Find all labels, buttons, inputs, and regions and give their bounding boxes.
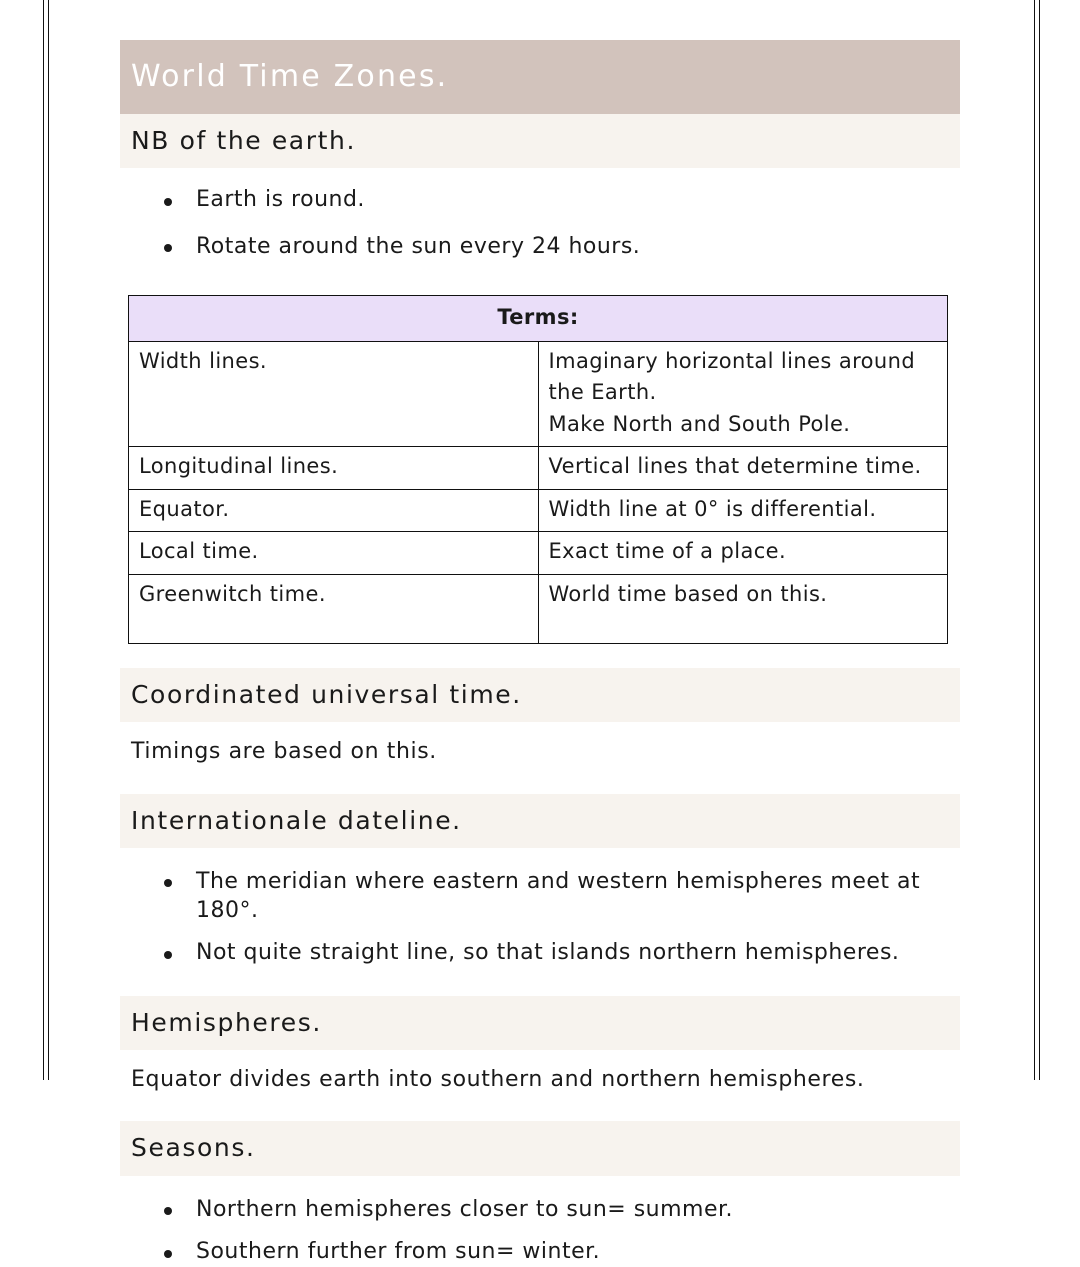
table-row bbox=[129, 574, 948, 643]
bullet-list-seasons bbox=[120, 1196, 960, 1267]
list-item bbox=[120, 186, 960, 215]
list-item-label: Southern further from sun= winter. bbox=[196, 1239, 601, 1265]
table-cell-definition bbox=[538, 489, 948, 532]
list-item bbox=[120, 1196, 960, 1225]
bullet-dot-icon bbox=[164, 879, 172, 887]
table-row bbox=[129, 447, 948, 490]
bullet-dot-icon bbox=[164, 244, 172, 252]
list-item bbox=[120, 233, 960, 262]
list-item-label: Not quite straight line, so that islands northern hemispheres. bbox=[196, 940, 900, 966]
list-item-label: Earth is round. bbox=[196, 187, 365, 213]
table-row bbox=[129, 532, 948, 575]
table-cell-term: Longitudinal lines. bbox=[129, 447, 539, 490]
document-title-bar: World Time Zones. bbox=[120, 40, 960, 114]
table-cell-definition bbox=[538, 532, 948, 575]
table-header-terms: Terms: bbox=[129, 296, 948, 342]
table-row bbox=[129, 489, 948, 532]
definition-line: Width line at 0° is differential. bbox=[548, 496, 877, 521]
table-row bbox=[129, 341, 948, 447]
right-margin-rule bbox=[1034, 0, 1040, 1080]
section-heading-seasons: Seasons. bbox=[120, 1121, 960, 1175]
top-spacer bbox=[120, 0, 960, 40]
list-item bbox=[120, 939, 960, 968]
bullet-dot-icon bbox=[164, 198, 172, 206]
document-content bbox=[120, 0, 960, 1267]
spacer bbox=[120, 168, 960, 186]
spacer bbox=[120, 1176, 960, 1196]
paragraph-hemispheres: Equator divides earth into southern and northern hemispheres. bbox=[131, 1066, 865, 1092]
bullet-dot-icon bbox=[164, 1207, 172, 1215]
definition-line: Vertical lines that determine time. bbox=[548, 454, 922, 479]
table-cell-term: Local time. bbox=[129, 532, 539, 575]
spacer bbox=[120, 644, 960, 668]
bullet-dot-icon bbox=[164, 1250, 172, 1258]
section-heading-hemispheres: Hemispheres. bbox=[120, 996, 960, 1050]
list-item bbox=[120, 868, 960, 925]
table-cell-definition bbox=[538, 574, 948, 643]
list-item bbox=[120, 1238, 960, 1267]
terms-table bbox=[128, 295, 948, 644]
definition-line: World time based on this. bbox=[548, 581, 828, 606]
spacer bbox=[120, 261, 960, 295]
paragraph-coordinated-universal-time: Timings are based on this. bbox=[131, 739, 437, 765]
spacer bbox=[120, 1109, 960, 1121]
left-margin-rule bbox=[43, 0, 49, 1080]
section-heading-nb-earth: NB of the earth. bbox=[120, 114, 960, 168]
definition-line: Exact time of a place. bbox=[548, 539, 787, 564]
spacer bbox=[120, 782, 960, 794]
list-item-label: Rotate around the sun every 24 hours. bbox=[196, 233, 641, 259]
section-heading-internationale-dateline: Internationale dateline. bbox=[120, 794, 960, 848]
list-item-label: Northern hemispheres closer to sun= summer. bbox=[196, 1196, 734, 1222]
section-heading-coordinated-universal-time: Coordinated universal time. bbox=[120, 668, 960, 722]
list-item-label: The meridian where eastern and western hemispheres meet at 180°. bbox=[196, 868, 921, 923]
table-cell-term: Equator. bbox=[129, 489, 539, 532]
bullet-list-nb-earth bbox=[120, 186, 960, 261]
table-header-row bbox=[129, 296, 948, 342]
table-cell-term: Greenwitch time. bbox=[129, 574, 539, 643]
definition-line: Imaginary horizontal lines around bbox=[548, 348, 916, 373]
table-cell-term: Width lines. bbox=[129, 341, 539, 447]
bullet-list-internationale-dateline bbox=[120, 868, 960, 968]
definition-line: the Earth. bbox=[548, 380, 657, 405]
spacer bbox=[120, 848, 960, 868]
definition-line: Make North and South Pole. bbox=[548, 411, 851, 436]
table-cell-definition bbox=[538, 447, 948, 490]
spacer bbox=[120, 968, 960, 996]
bullet-dot-icon bbox=[164, 951, 172, 959]
table-cell-definition bbox=[538, 341, 948, 447]
